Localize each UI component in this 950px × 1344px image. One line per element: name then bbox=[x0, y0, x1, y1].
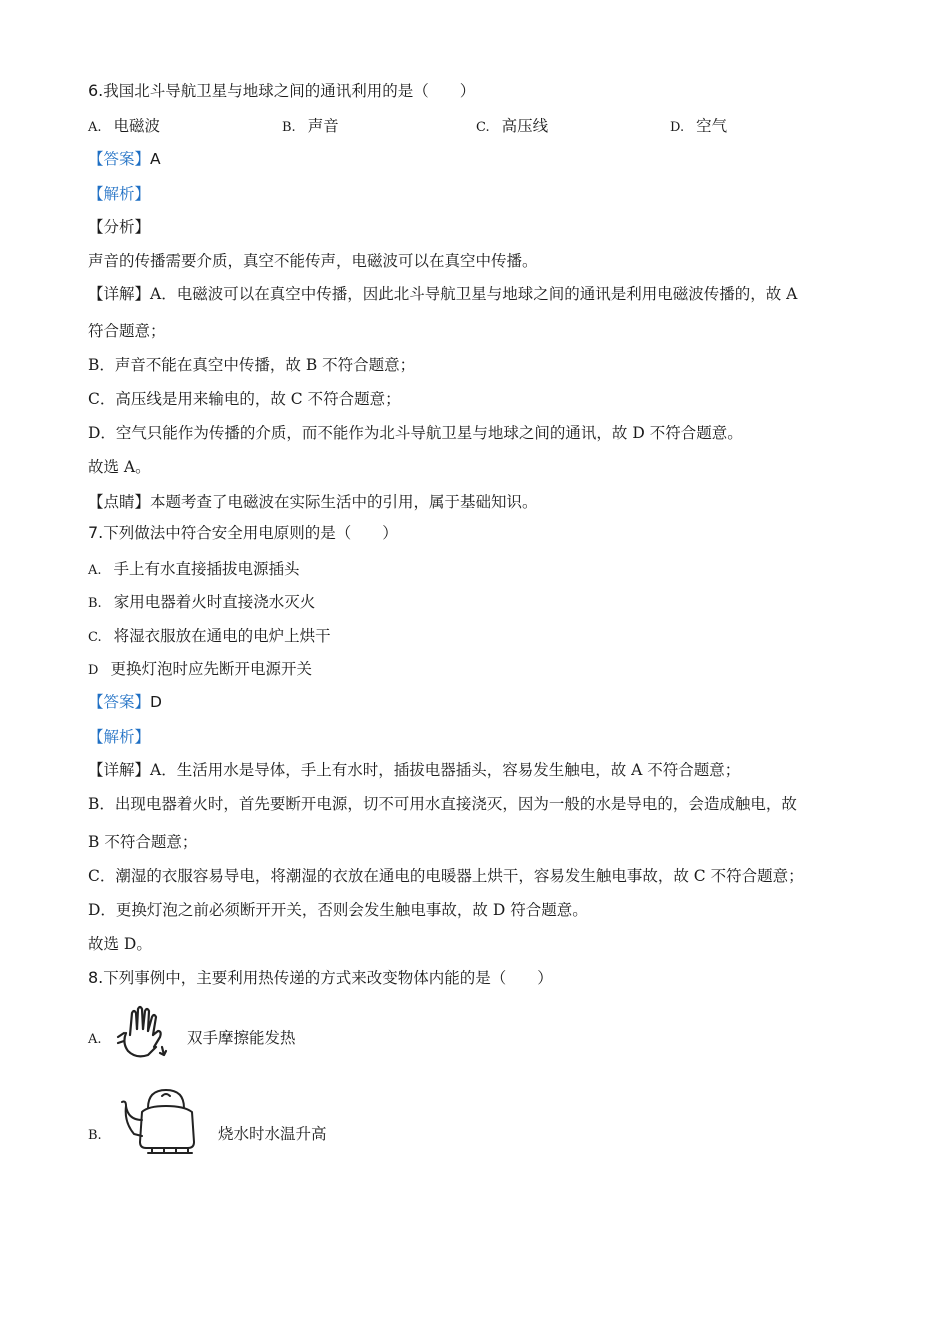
q8-option-b-text: 烧水时水温升高 bbox=[218, 1125, 327, 1143]
answer-tag: 【答案】 bbox=[88, 150, 151, 168]
q7-stem bbox=[88, 523, 398, 543]
q7-number: 7. bbox=[88, 523, 104, 542]
q6-answer bbox=[88, 149, 161, 169]
q6-number: 6. bbox=[88, 81, 104, 100]
q8-stem-text: 下列事例中，主要利用热传递的方式来改变物体内能的是（ ） bbox=[103, 969, 553, 987]
q7-answer bbox=[88, 692, 162, 712]
q6-fenxi-text: 声音的传播需要介质，真空不能传声，电磁波可以在真空中传播。 bbox=[88, 252, 538, 270]
q6-option-a: A. 电磁波 bbox=[88, 117, 161, 135]
comment-tag: 【点睛】 bbox=[88, 493, 151, 511]
q8-stem bbox=[88, 968, 553, 988]
q7-detail-line: 【详解】A．生活用水是导体，手上有水时，插拔电器插头，容易发生触电，故 A 不符合题意； bbox=[88, 761, 741, 779]
q7-detail-line: C．潮湿的衣服容易导电，将潮湿的衣放在通电的电暖器上烘干，容易发生触电事故，故 C 不符合题意； bbox=[88, 867, 804, 885]
q6-detail-line: 【详解】A．电磁波可以在真空中传播，因此北斗导航卫星与地球之间的通讯是利用电磁波传播的，故 A bbox=[88, 285, 798, 303]
q6-comment: 【点睛】本题考查了电磁波在实际生活中的引用，属于基础知识。 bbox=[88, 493, 538, 511]
q6-stem-text: 我国北斗导航卫星与地球之间的通讯利用的是（ ） bbox=[103, 82, 476, 100]
q6-conclusion: 故选 A。 bbox=[88, 458, 151, 476]
detail-tag: 【详解】 bbox=[88, 761, 151, 779]
q7-option-a: A. 手上有水直接插拔电源插头 bbox=[88, 560, 300, 578]
q7-detail-line: B 不符合题意； bbox=[88, 833, 198, 851]
q6-option-d: D. 空气 bbox=[670, 117, 728, 135]
q6-option-b: B. 声音 bbox=[282, 117, 339, 135]
q7-conclusion: 故选 D。 bbox=[88, 935, 152, 953]
q7-analysis-tag: 【解析】 bbox=[88, 728, 151, 746]
q8-option-b-label: B. bbox=[88, 1128, 102, 1143]
q6-detail-line: B．声音不能在真空中传播，故 B 不符合题意； bbox=[88, 356, 416, 374]
q6-detail-line: C．高压线是用来输电的，故 C 不符合题意； bbox=[88, 390, 401, 408]
answer-value: A bbox=[150, 150, 161, 168]
q7-option-d: D 更换灯泡时应先断开电源开关 bbox=[88, 660, 312, 678]
q8-number: 8. bbox=[88, 968, 104, 987]
answer-value: D bbox=[150, 693, 162, 711]
kettle-icon bbox=[118, 1086, 208, 1156]
rubbing-hands-icon bbox=[114, 1003, 170, 1061]
q6-analysis-tag: 【解析】 bbox=[88, 185, 151, 203]
q6-option-c: C. 高压线 bbox=[476, 117, 549, 135]
q6-detail-line: D．空气只能作为传播的介质，而不能作为北斗导航卫星与地球之间的通讯，故 D 不符合题意。 bbox=[88, 424, 743, 442]
q7-option-c: C. 将湿衣服放在通电的电炉上烘干 bbox=[88, 627, 331, 645]
answer-tag: 【答案】 bbox=[88, 693, 151, 711]
detail-tag: 【详解】 bbox=[88, 285, 151, 303]
q6-stem bbox=[88, 81, 475, 101]
q7-stem-text: 下列做法中符合安全用电原则的是（ ） bbox=[103, 524, 398, 542]
q7-detail-line: B．出现电器着火时，首先要断开电源，切不可用水直接浇灭，因为一般的水是导电的，会造成触电，故 bbox=[88, 795, 797, 813]
q8-option-a-label: A. bbox=[88, 1032, 102, 1047]
q6-fenxi-tag: 【分析】 bbox=[88, 218, 151, 236]
q7-option-b: B. 家用电器着火时直接浇水灭火 bbox=[88, 593, 316, 611]
q7-detail-line: D．更换灯泡之前必须断开开关，否则会发生触电事故，故 D 符合题意。 bbox=[88, 901, 588, 919]
q6-detail-line: 符合题意； bbox=[88, 322, 166, 340]
q8-option-a-text: 双手摩擦能发热 bbox=[187, 1029, 296, 1047]
